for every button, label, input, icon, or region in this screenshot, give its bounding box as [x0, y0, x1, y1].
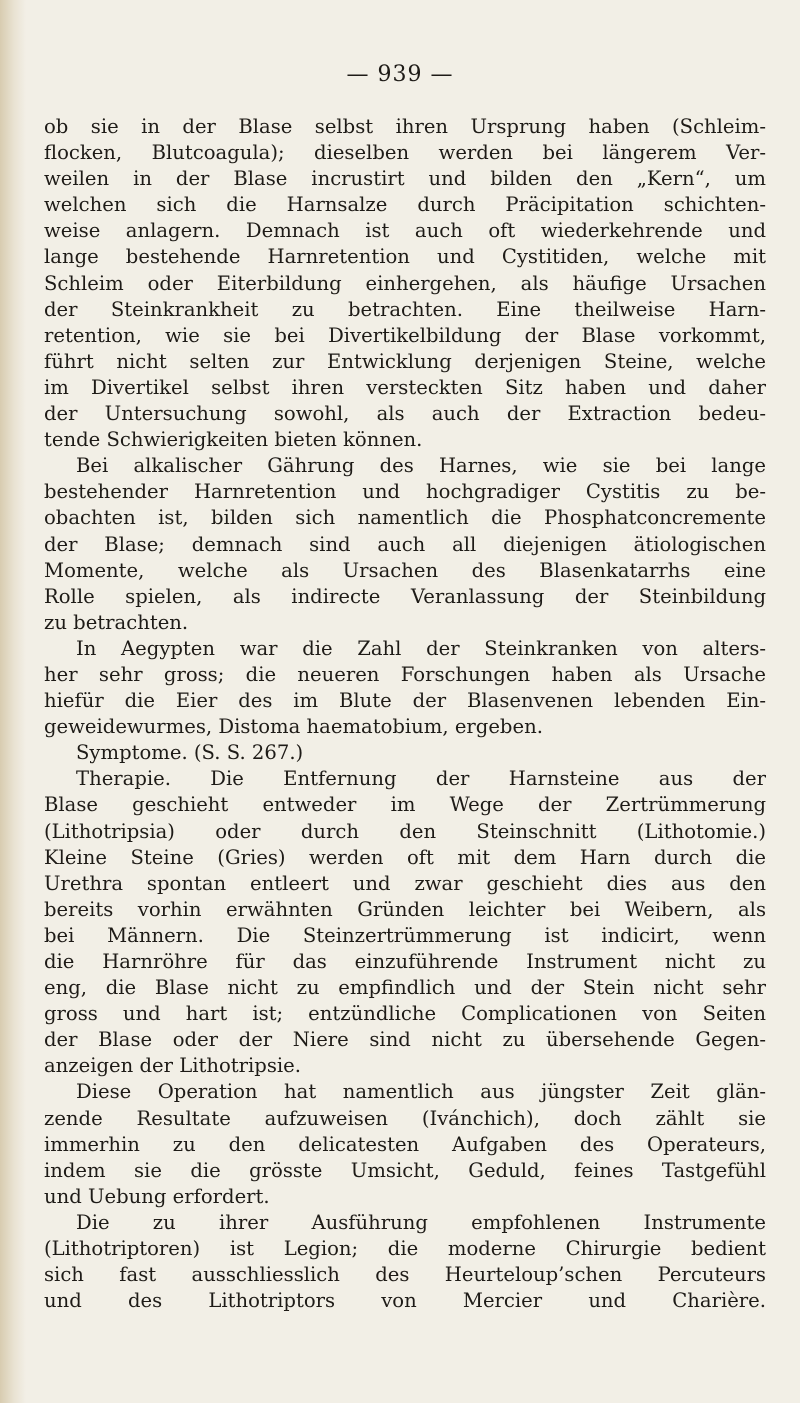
- page-edge-shadow: [0, 0, 26, 1403]
- text-line: der Blase oder der Niere sind nicht zu übersehende Gegen-: [44, 1028, 766, 1052]
- text-line: (Lithotriptoren) ist Legion; die moderne Chirurgie bedient: [44, 1237, 766, 1261]
- text-line: weise anlagern. Demnach ist auch oft wiederkehrende und: [44, 219, 766, 243]
- text-line: zu betrachten.: [44, 610, 189, 634]
- text-line: und Uebung erfordert.: [44, 1184, 270, 1208]
- text-line: Bei alkalischer Gährung des Harnes, wie sie bei lange: [76, 454, 766, 478]
- text-line: hiefür die Eier des im Blute der Blasenvenen lebenden Ein-: [44, 689, 766, 713]
- text-line: Urethra spontan entleert und zwar geschieht dies aus den: [44, 871, 766, 895]
- text-line: lange bestehende Harnretention und Cystitiden, welche mit: [44, 245, 766, 269]
- text-line: In Aegypten war die Zahl der Steinkranken von alters-: [76, 636, 766, 660]
- text-line: die Harnröhre für das einzuführende Instrument nicht zu: [44, 950, 766, 973]
- text-line: geweidewurmes, Distoma haematobium, ergeben.: [44, 715, 543, 739]
- text-line: und des Lithotriptors von Mercier und Charière.: [44, 1289, 766, 1313]
- text-line: gross und hart ist; entzündliche Complicationen von Seiten: [44, 1002, 766, 1026]
- section-symptome: Symptome. (S. S. 267.): [76, 741, 304, 765]
- text-line: Schleim oder Eiterbildung einhergehen, als häufige Ursachen: [44, 271, 766, 295]
- text-line: Kleine Steine (Gries) werden oft mit dem Harn durch die: [44, 845, 766, 869]
- text-line: bestehender Harnretention und hochgradiger Cystitis zu be-: [44, 480, 766, 504]
- section-therapie: Therapie. Die Entfernung der Harnsteine aus der: [76, 767, 766, 791]
- text-line: ob sie in der Blase selbst ihren Ursprung haben (Schleim-: [44, 115, 766, 138]
- text-line: Diese Operation hat namentlich aus jüngster Zeit glän-: [76, 1080, 766, 1104]
- text-line: führt nicht selten zur Entwicklung derjenigen Steine, welche: [44, 349, 766, 373]
- text-line: der Untersuchung sowohl, als auch der Extraction bedeu-: [44, 402, 766, 426]
- text-line: retention, wie sie bei Divertikelbildung der Blase vorkommt,: [44, 323, 766, 347]
- page-number: — 939 —: [346, 62, 454, 87]
- text-line: der Blase; demnach sind auch all diejenigen ätiologischen: [44, 532, 766, 556]
- text-line: indem sie die grösste Umsicht, Geduld, feines Tastgefühl: [44, 1158, 766, 1182]
- text-line: der Steinkrankheit zu betrachten. Eine theilweise Harn-: [44, 297, 766, 321]
- text-line: zende Resultate aufzuweisen (Ivánchich), doch zählt sie: [44, 1106, 766, 1130]
- text-line: Momente, welche als Ursachen des Blasenkatarrhs eine: [44, 558, 766, 582]
- text-line: obachten ist, bilden sich namentlich die Phosphatconcremente: [44, 506, 766, 530]
- text-line: tende Schwierigkeiten bieten können.: [44, 428, 423, 452]
- text-line: im Divertikel selbst ihren versteckten Sitz haben und daher: [44, 375, 766, 399]
- text-line: (Lithotripsia) oder durch den Steinschnitt (Lithotomie.): [44, 819, 766, 843]
- text-line: Blase geschieht entweder im Wege der Zertrümmerung: [44, 793, 766, 817]
- text-line: flocken, Blutcoagula); dieselben werden bei längerem Ver-: [44, 141, 766, 165]
- text-line: her sehr gross; die neueren Forschungen haben als Ursache: [44, 662, 766, 686]
- text-line: bei Männern. Die Steinzertrümmerung ist indicirt, wenn: [44, 923, 766, 947]
- text-line: welchen sich die Harnsalze durch Präcipitation schichten-: [44, 193, 766, 217]
- text-line: bereits vorhin erwähnten Gründen leichter bei Weibern, als: [44, 897, 766, 921]
- body-text: [44, 114, 766, 1314]
- text-line: sich fast ausschliesslich des Heurteloup’schen Percuteurs: [44, 1263, 766, 1287]
- text-line: anzeigen der Lithotripsie.: [44, 1054, 301, 1078]
- text-line: immerhin zu den delicatesten Aufgaben des Operateurs,: [44, 1132, 766, 1156]
- text-line: Die zu ihrer Ausführung empfohlenen Instrumente: [76, 1210, 766, 1234]
- text-line: Rolle spielen, als indirecte Veranlassung der Steinbildung: [44, 584, 766, 608]
- text-line: weilen in der Blase incrustirt und bilden den „Kern“, um: [44, 167, 766, 191]
- text-line: eng, die Blase nicht zu empfindlich und der Stein nicht sehr: [44, 976, 766, 1000]
